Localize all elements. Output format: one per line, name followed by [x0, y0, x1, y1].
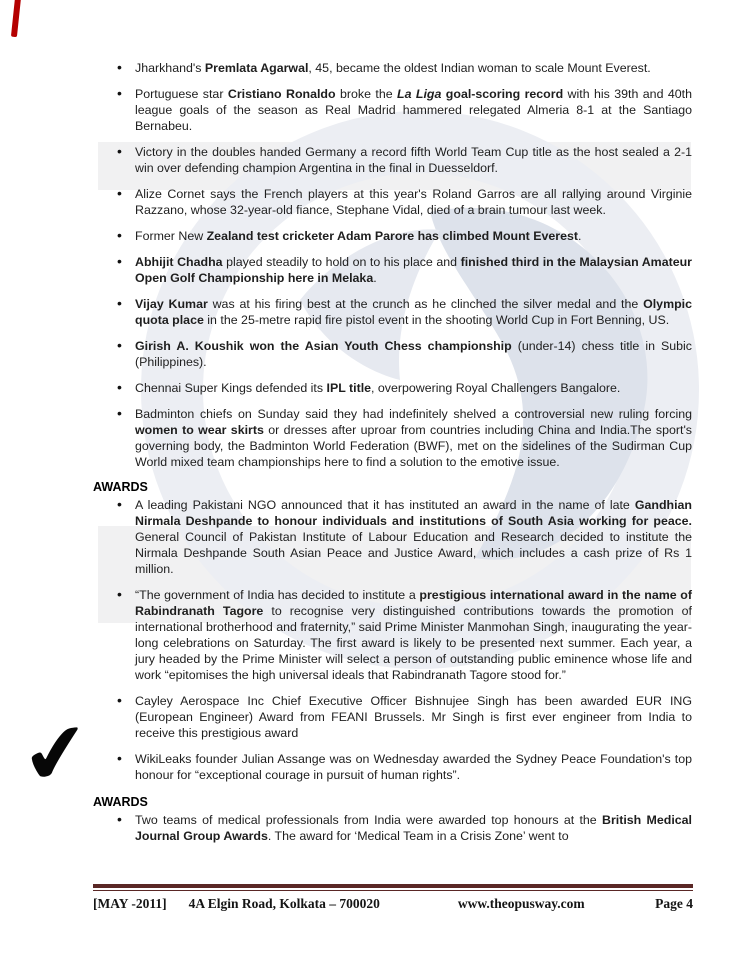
text-segment: Premlata Agarwal: [204, 61, 309, 75]
text-segment: .: [373, 271, 377, 285]
text-segment: , 45, became the oldest Indian woman to scale Mount Everest.: [308, 61, 651, 75]
bullet-item: [93, 406, 692, 470]
text-segment: or dresses after uproar from countries including China and India.The sport's governing body, the Badminton World Federation (BWF), met on the sidelines of the Sudirman Cup World mixed team championships here to find a solution to the emotive issue.: [135, 423, 692, 469]
bullet-item: [93, 60, 692, 76]
text-segment: Vijay Kumar: [135, 297, 208, 311]
text-segment: Portuguese star: [135, 87, 228, 101]
text-segment: Zealand test cricketer Adam Parore has climbed Mount Everest: [206, 229, 579, 243]
bullet-item: [93, 296, 692, 328]
bullet-item: [93, 144, 692, 176]
section-heading: AWARDS: [93, 795, 148, 809]
text-segment: Victory in the doubles handed Germany a record fifth World Team Cup title as the host sealed a 2-1 win over defending champion Argentina in the final in Duesseldorf.: [135, 145, 692, 175]
text-segment: Badminton chiefs on Sunday said they had indefinitely shelved a controversial new ruling forcing: [135, 407, 692, 421]
text-segment: WikiLeaks founder Julian Assange was on Wednesday awarded the Sydney Peace Foundation's top honour for “exceptional courage in pursuit of human rights”.: [135, 752, 692, 782]
text-segment: General Council of Pakistan Institute of Labour Education and Research decided to institute the Nirmala Deshpande South Asian Peace and Justice Award, which includes a cash prize of Rs 1 million.: [135, 530, 692, 576]
text-segment: to recognise very distinguished contributions towards the promotion of international brotherhood and fraternity,” said Prime Minister Manmohan Singh, inaugurating the year-long celebrations on Saturday. The first award is likely to be presented next summer. Each year, a jury headed by the Prime Minister will select a person of outstanding public eminence whose life and work “epitomises the high universal ideals that Rabindranath Tagore stood for.”: [135, 604, 692, 682]
text-segment: broke the: [335, 87, 398, 101]
text-segment: Abhijit Chadha: [135, 255, 223, 269]
text-segment: prestigious international award in the name of Rabindranath Tagore: [135, 588, 692, 618]
footer-website: www.theopusway.com: [457, 896, 585, 911]
text-segment: goal-scoring record: [441, 87, 564, 101]
text-segment: finished third in the Malaysian Amateur Open Golf Championship here in Melaka: [135, 255, 692, 285]
text-segment: Olympic quota place: [135, 297, 692, 327]
bullet-list: [93, 812, 692, 844]
text-segment: IPL title: [326, 381, 372, 395]
bullet-item: [93, 228, 692, 244]
footer-date: [MAY -2011]: [93, 896, 167, 911]
footer-row: [93, 896, 693, 912]
bullet-item: [93, 86, 692, 134]
text-segment: Cristiano Ronaldo: [227, 87, 336, 101]
text-segment: “The government of India has decided to institute a: [135, 588, 420, 602]
bullet-item: [93, 338, 692, 370]
text-segment: Former New: [135, 229, 207, 243]
text-segment: in the 25-metre rapid fire pistol event in the shooting World Cup in Fort Benning, US.: [203, 313, 670, 327]
text-segment: . The award for ‘Medical Team in a Crisis Zone’ went to: [267, 829, 569, 843]
page-footer: [93, 884, 693, 912]
footer-rule: [93, 884, 693, 891]
text-segment: Chennai Super Kings defended its: [135, 381, 327, 395]
bullet-item: [93, 380, 692, 396]
bullet-item: [93, 587, 692, 683]
text-segment: Two teams of medical professionals from India were awarded top honours at the: [135, 813, 602, 827]
text-segment: Alize Cornet says the French players at this year's Roland Garros are all rallying around Virginie Razzano, whose 32-year-old fiance, Stephane Vidal, died of a brain tumour last week.: [135, 187, 692, 217]
footer-address: 4A Elgin Road, Kolkata – 700020: [188, 896, 380, 911]
text-segment: played steadily to hold on to his place and: [222, 255, 461, 269]
text-segment: with his 39th and 40th league goals of the season as Real Madrid hammered relegated Almeria 8-1 at the Santiago Bernabeu.: [135, 87, 692, 133]
text-segment: Cayley Aerospace Inc Chief Executive Officer Bishnujee Singh has been awarded EUR ING (European Engineer) Award from FEANI Brussels. Mr Singh is first ever engineer from India to receive this prestigious award: [135, 694, 692, 740]
bullet-item: [93, 254, 692, 286]
footer-page-number: Page 4: [655, 896, 693, 911]
text-segment: .: [578, 229, 582, 243]
text-segment: La Liga: [397, 87, 442, 101]
text-segment: was at his firing best at the crunch as he clinched the silver medal and the: [207, 297, 644, 311]
text-segment: British Medical Journal Group Awards: [135, 813, 692, 843]
text-segment: (under-14) chess title in Subic (Philippines).: [135, 339, 692, 369]
checkmark-annotation: ✔: [15, 702, 97, 807]
bullet-item: [93, 186, 692, 218]
bullet-list: [93, 60, 692, 470]
text-segment: Jharkhand's: [135, 61, 205, 75]
bullet-item: [93, 693, 692, 741]
bullet-list: [93, 497, 692, 783]
section-heading: AWARDS: [93, 480, 148, 494]
text-segment: A leading Pakistani NGO announced that it has instituted an award in the name of late: [135, 498, 635, 512]
text-segment: Girish A. Koushik won the Asian Youth Chess championship: [135, 339, 512, 353]
bullet-item: [93, 812, 692, 844]
bullet-item: [93, 751, 692, 783]
text-segment: , overpowering Royal Challengers Bangalore.: [371, 381, 621, 395]
bullet-item: [93, 497, 692, 577]
text-segment: Gandhian Nirmala Deshpande to honour individuals and institutions of South Asia working for peace.: [135, 498, 692, 528]
text-segment: women to wear skirts: [135, 423, 264, 437]
